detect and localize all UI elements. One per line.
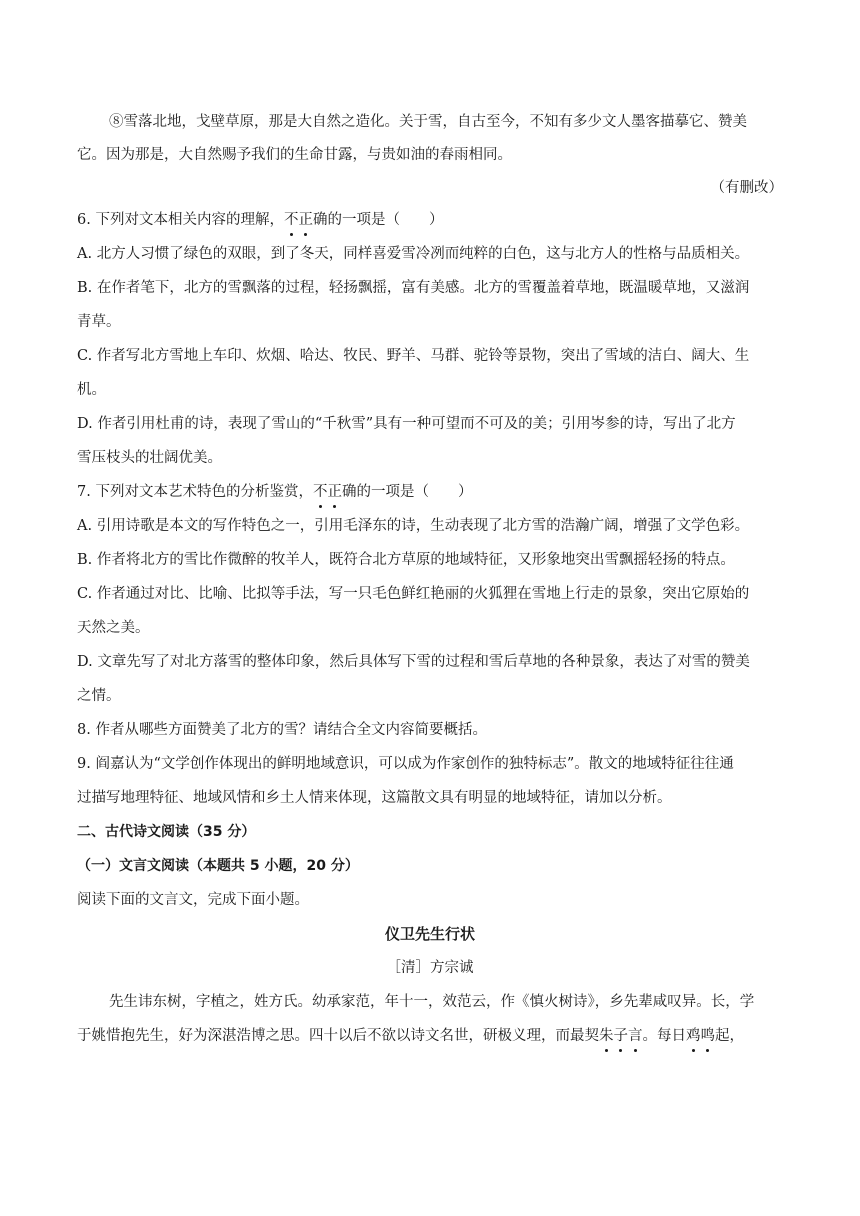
question-9-line1: 9. 阎嘉认为“文学创作体现出的鲜明地域意识，可以成为作家创作的独特标志”。散文的地域特征往往通 — [77, 756, 734, 772]
instruction-text: 阅读下面的文言文，完成下面小题。 — [77, 892, 309, 908]
section-heading: 二、古代诗文阅读（35 分） — [77, 824, 256, 840]
emphasis-char: 不 — [284, 209, 299, 231]
edit-note: （有删改） — [710, 180, 783, 196]
emphasis-char: 正 — [327, 481, 342, 503]
question-7-option-c-line1: C. 作者通过对比、比喻、比拟等手法，写一只毛色鲜红艳丽的火狐狸在雪地上行走的景象，突出它原始的 — [77, 586, 750, 602]
question-7-option-a: A. 引用诗歌是本文的写作特色之一，引用毛泽东的诗，生动表现了北方雪的浩瀚广阔，增强了文学色彩。 — [77, 518, 750, 534]
question-7-option-d-line2: 之情。 — [77, 688, 121, 704]
emphasis-char: 朱 — [599, 1025, 614, 1047]
passage-paragraph-8-line1: ⑧雪落北地，戈壁草原，那是大自然之造化。关于雪，自古至今，不知有多少文人墨客描摹它、赞美 — [109, 114, 747, 130]
question-7-option-b: B. 作者将北方的雪比作微醉的牧羊人，既符合北方草原的地域特征，又形象地突出雪飘摇轻扬的特点。 — [77, 552, 735, 568]
question-6-option-a: A. 北方人习惯了绿色的双眼，到了冬天，同样喜爱雪冷冽而纯粹的白色，这与北方人的性格与品质相关。 — [77, 246, 750, 262]
question-9-line2: 过描写地理特征、地域风情和乡土人情来体现，这篇散文具有明显的地域特征，请加以分析。 — [77, 790, 672, 806]
question-6-option-d-line2: 雪压枝头的壮阔优美。 — [77, 450, 222, 466]
emphasis-char: 子 — [614, 1025, 629, 1047]
classical-text-author: ［清］方宗诚 — [386, 960, 474, 976]
classical-text-line2: 于姚惜抱先生，好为深湛浩博之思。四十以后不欲以诗文名世，研极义理，而最契朱子言。每日鸡鸣起， — [77, 1025, 783, 1047]
question-6-option-b-line2: 青草。 — [77, 314, 121, 330]
classical-text-title: 仪卫先生行状 — [384, 925, 475, 943]
question-6-option-c-line1: C. 作者写北方雪地上车印、炊烟、哈达、牧民、野羊、马群、驼铃等景物，突出了雪域的洁白、阔大、生 — [77, 348, 750, 364]
emphasis-char: 不 — [313, 481, 328, 503]
question-8: 8. 作者从哪些方面赞美了北方的雪？请结合全文内容简要概括。 — [77, 722, 487, 738]
question-6-option-b-line1: B. 在作者笔下，北方的雪飘落的过程，轻扬飘摇，富有美感。北方的雪覆盖着草地，既温暖草地，又滋润 — [77, 280, 750, 296]
emphasis-char: 正 — [298, 209, 313, 231]
question-6-option-d-line1: D. 作者引用杜甫的诗，表现了雪山的“千秋雪”具有一种可望而不可及的美；引用岑参的诗，写出了北方 — [77, 416, 736, 432]
question-7-option-d-line1: D. 文章先写了对北方落雪的整体印象，然后具体写下雪的过程和雪后草地的各种景象，表达了对雪的赞美 — [77, 654, 750, 670]
question-6-option-c-line2: 机。 — [77, 382, 106, 398]
question-7-option-c-line2: 天然之美。 — [77, 620, 150, 636]
question-7-stem: 7. 下列对文本艺术特色的分析鉴赏，不正确的一项是（ ） — [77, 481, 783, 503]
emphasis-char: 鸣 — [701, 1025, 716, 1047]
subsection-heading: （一）文言文阅读（本题共 5 小题，20 分） — [77, 858, 359, 874]
classical-text-line1: 先生讳东树，字植之，姓方氏。幼承家范，年十一，效范云，作《慎火树诗》，乡先辈咸叹异。长，学 — [109, 994, 755, 1010]
emphasis-char: 鸡 — [686, 1025, 701, 1047]
passage-paragraph-8-line2: 它。因为那是，大自然赐予我们的生命甘露，与贵如油的春雨相同。 — [77, 147, 512, 163]
question-6-stem: 6. 下列对文本相关内容的理解，不正确的一项是（ ） — [77, 209, 783, 231]
emphasis-char: 言 — [628, 1025, 643, 1047]
